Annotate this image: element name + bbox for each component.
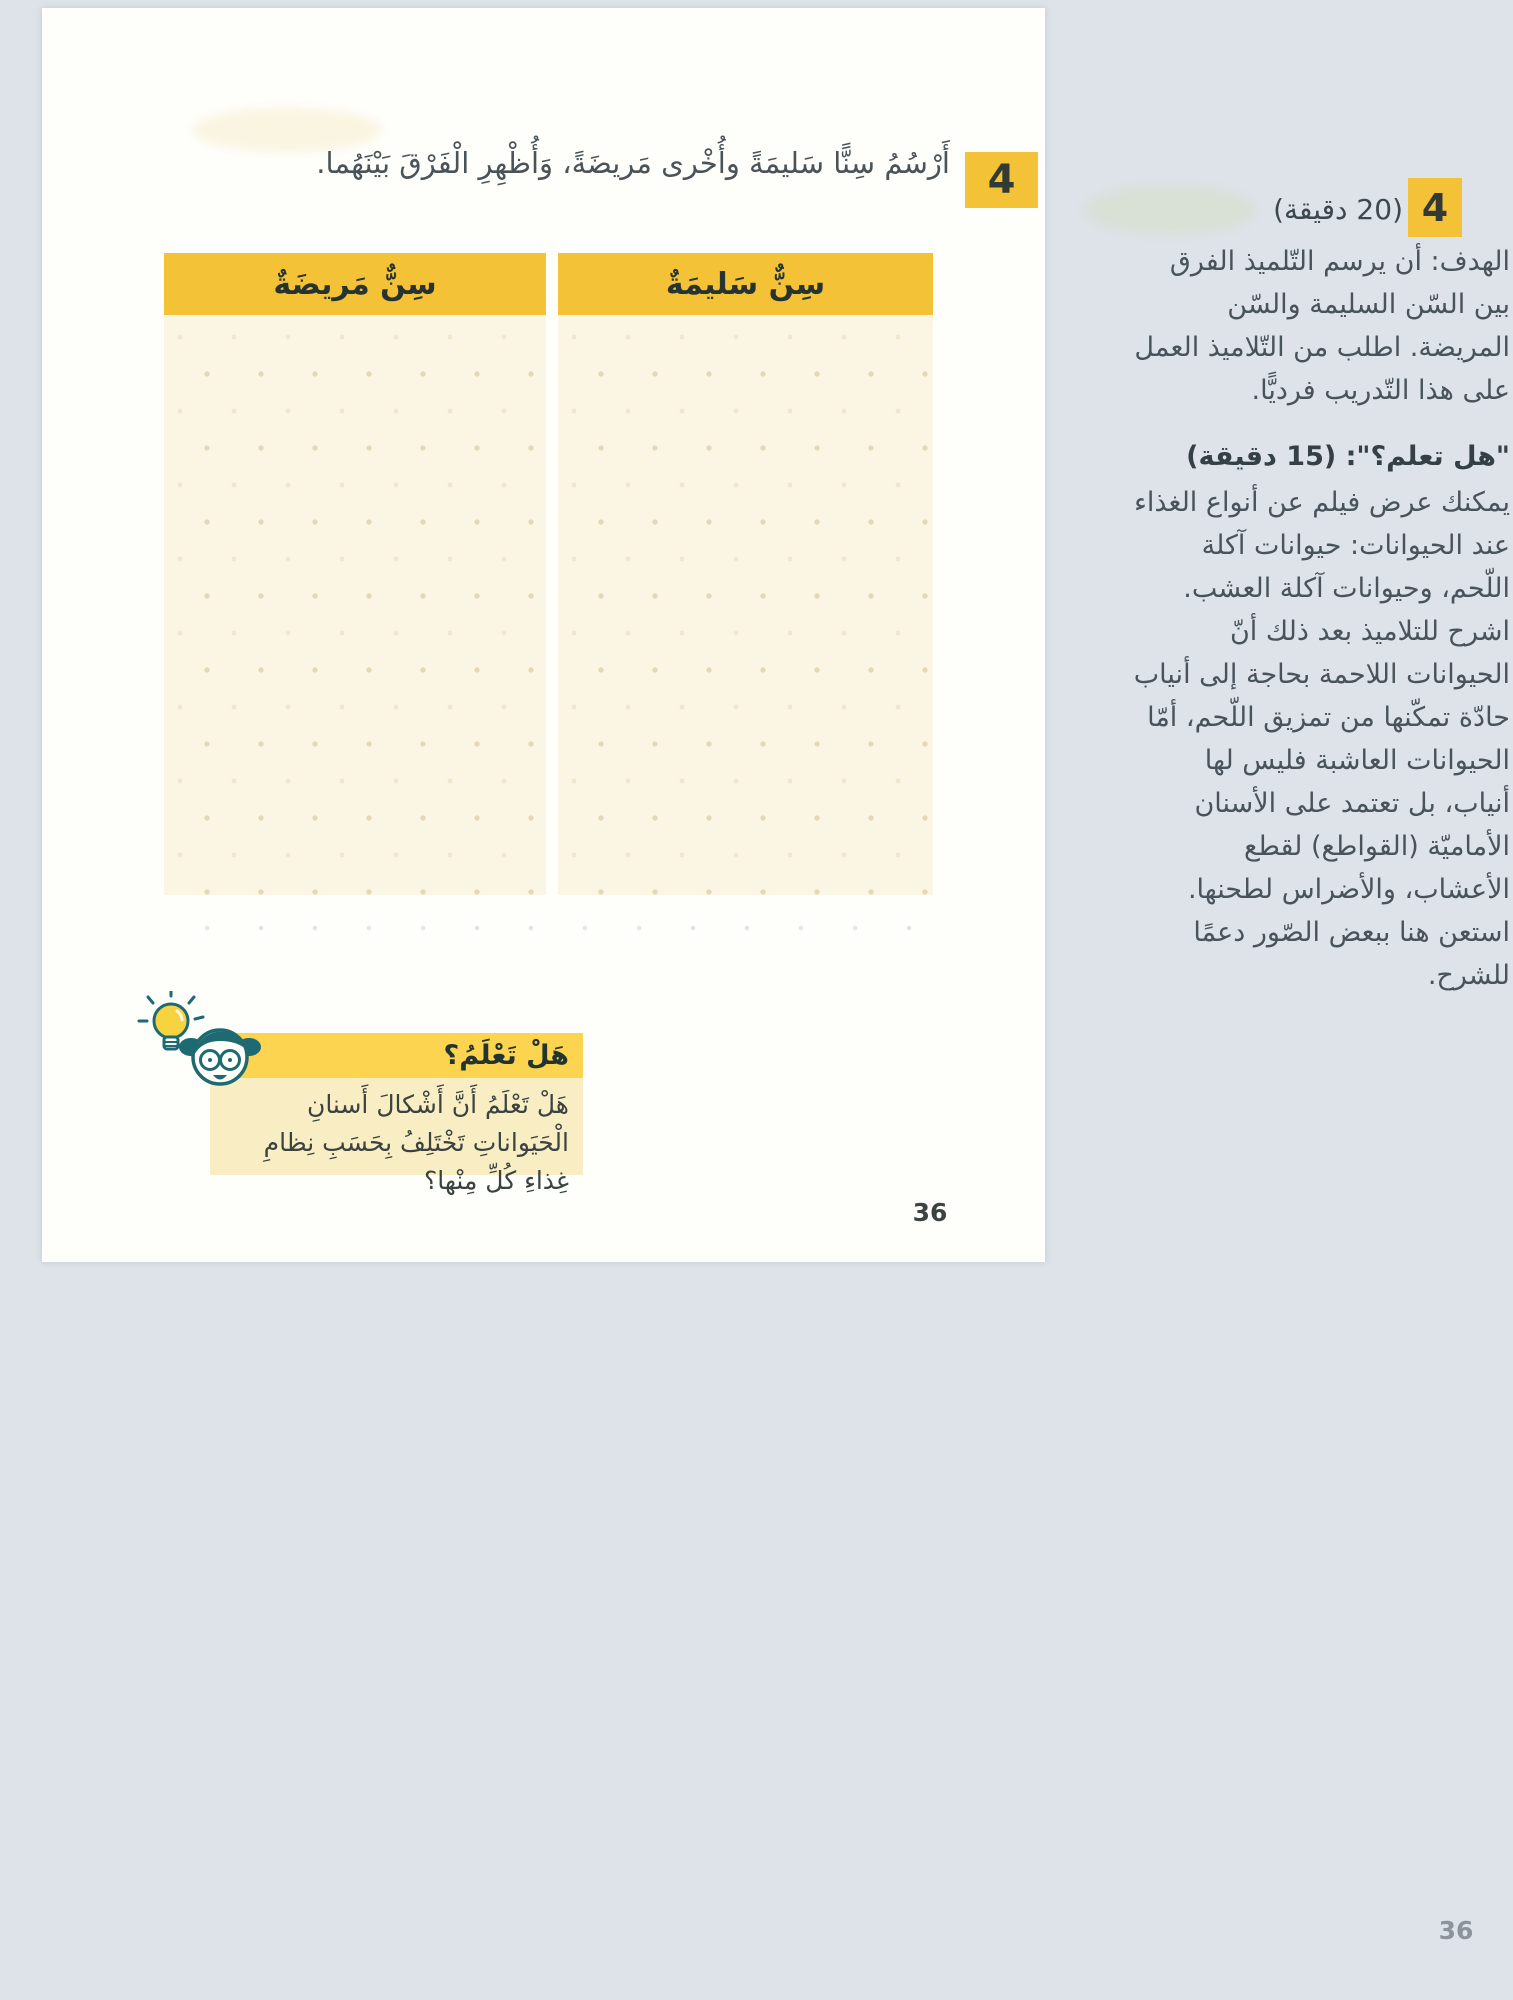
drawing-area-healthy-tooth: [558, 315, 933, 895]
table-header-sick-tooth: سِنٌّ مَريضَةٌ: [164, 253, 546, 315]
worksheet-page-number: 36: [912, 1198, 948, 1227]
sidebar-objective-paragraph: الهدف: أن يرسم التّلميذ الفرق بين السّن السليمة والسّن المريضة. اطلب من التّلاميذ العمل على هذا التّدريب فرديًّا.: [1134, 246, 1510, 406]
did-you-know-title-bar: هَلْ تَعْلَمُ؟: [210, 1033, 583, 1078]
did-you-know-text: هَلْ تَعْلَمُ أَنَّ أَشْكالَ أَسنانِ الْحَيَواناتِ تَخْتَلِفُ بِحَسَبِ نِظامِ غِذاءِ كُلِّ مِنْها؟: [210, 1078, 583, 1175]
sidebar-activity-number-badge: 4: [1408, 178, 1462, 237]
bleed-through-dot-row: [164, 913, 934, 931]
sidebar-duration-label: (20 دقيقة): [1273, 193, 1403, 226]
bleed-through-artifact: [1085, 186, 1255, 234]
sidebar-did-you-know-heading: "هل تعلم؟": (15 دقيقة): [1186, 441, 1510, 472]
lightbulb-girl-mascot-icon: [137, 991, 265, 1095]
activity-number-badge: 4: [965, 152, 1038, 208]
drawing-area-sick-tooth: [164, 315, 546, 895]
table-header-healthy-tooth: سِنٌّ سَليمَةٌ: [558, 253, 933, 315]
book-page-number: 36: [1438, 1916, 1474, 1945]
exercise-instruction: أَرْسُمُ سِنًّا سَليمَةً وأُخْرى مَريضَةً، وَأُظْهِرِ الْفَرْقَ بَيْنَهُما.: [316, 146, 950, 180]
sidebar-notes-paragraph: يمكنك عرض فيلم عن أنواع الغذاء عند الحيوانات: حيوانات آكلة اللّحم، وحيوانات آكلة العشب. اشرح للتلاميذ بعد ذلك أنّ الحيوانات اللاحمة بحاجة إلى أنياب حادّة تمكّنها من تمزيق اللّحم، أمّا الحيوانات العاشبة فليس لها أنياب، بل تعتمد على الأسنان الأماميّة (القواطع) لقطع الأعشاب، والأضراس لطحنها. استعن هنا ببعض الصّور دعمًا للشرح.: [1133, 487, 1510, 991]
worksheet-page: [42, 8, 1045, 1262]
